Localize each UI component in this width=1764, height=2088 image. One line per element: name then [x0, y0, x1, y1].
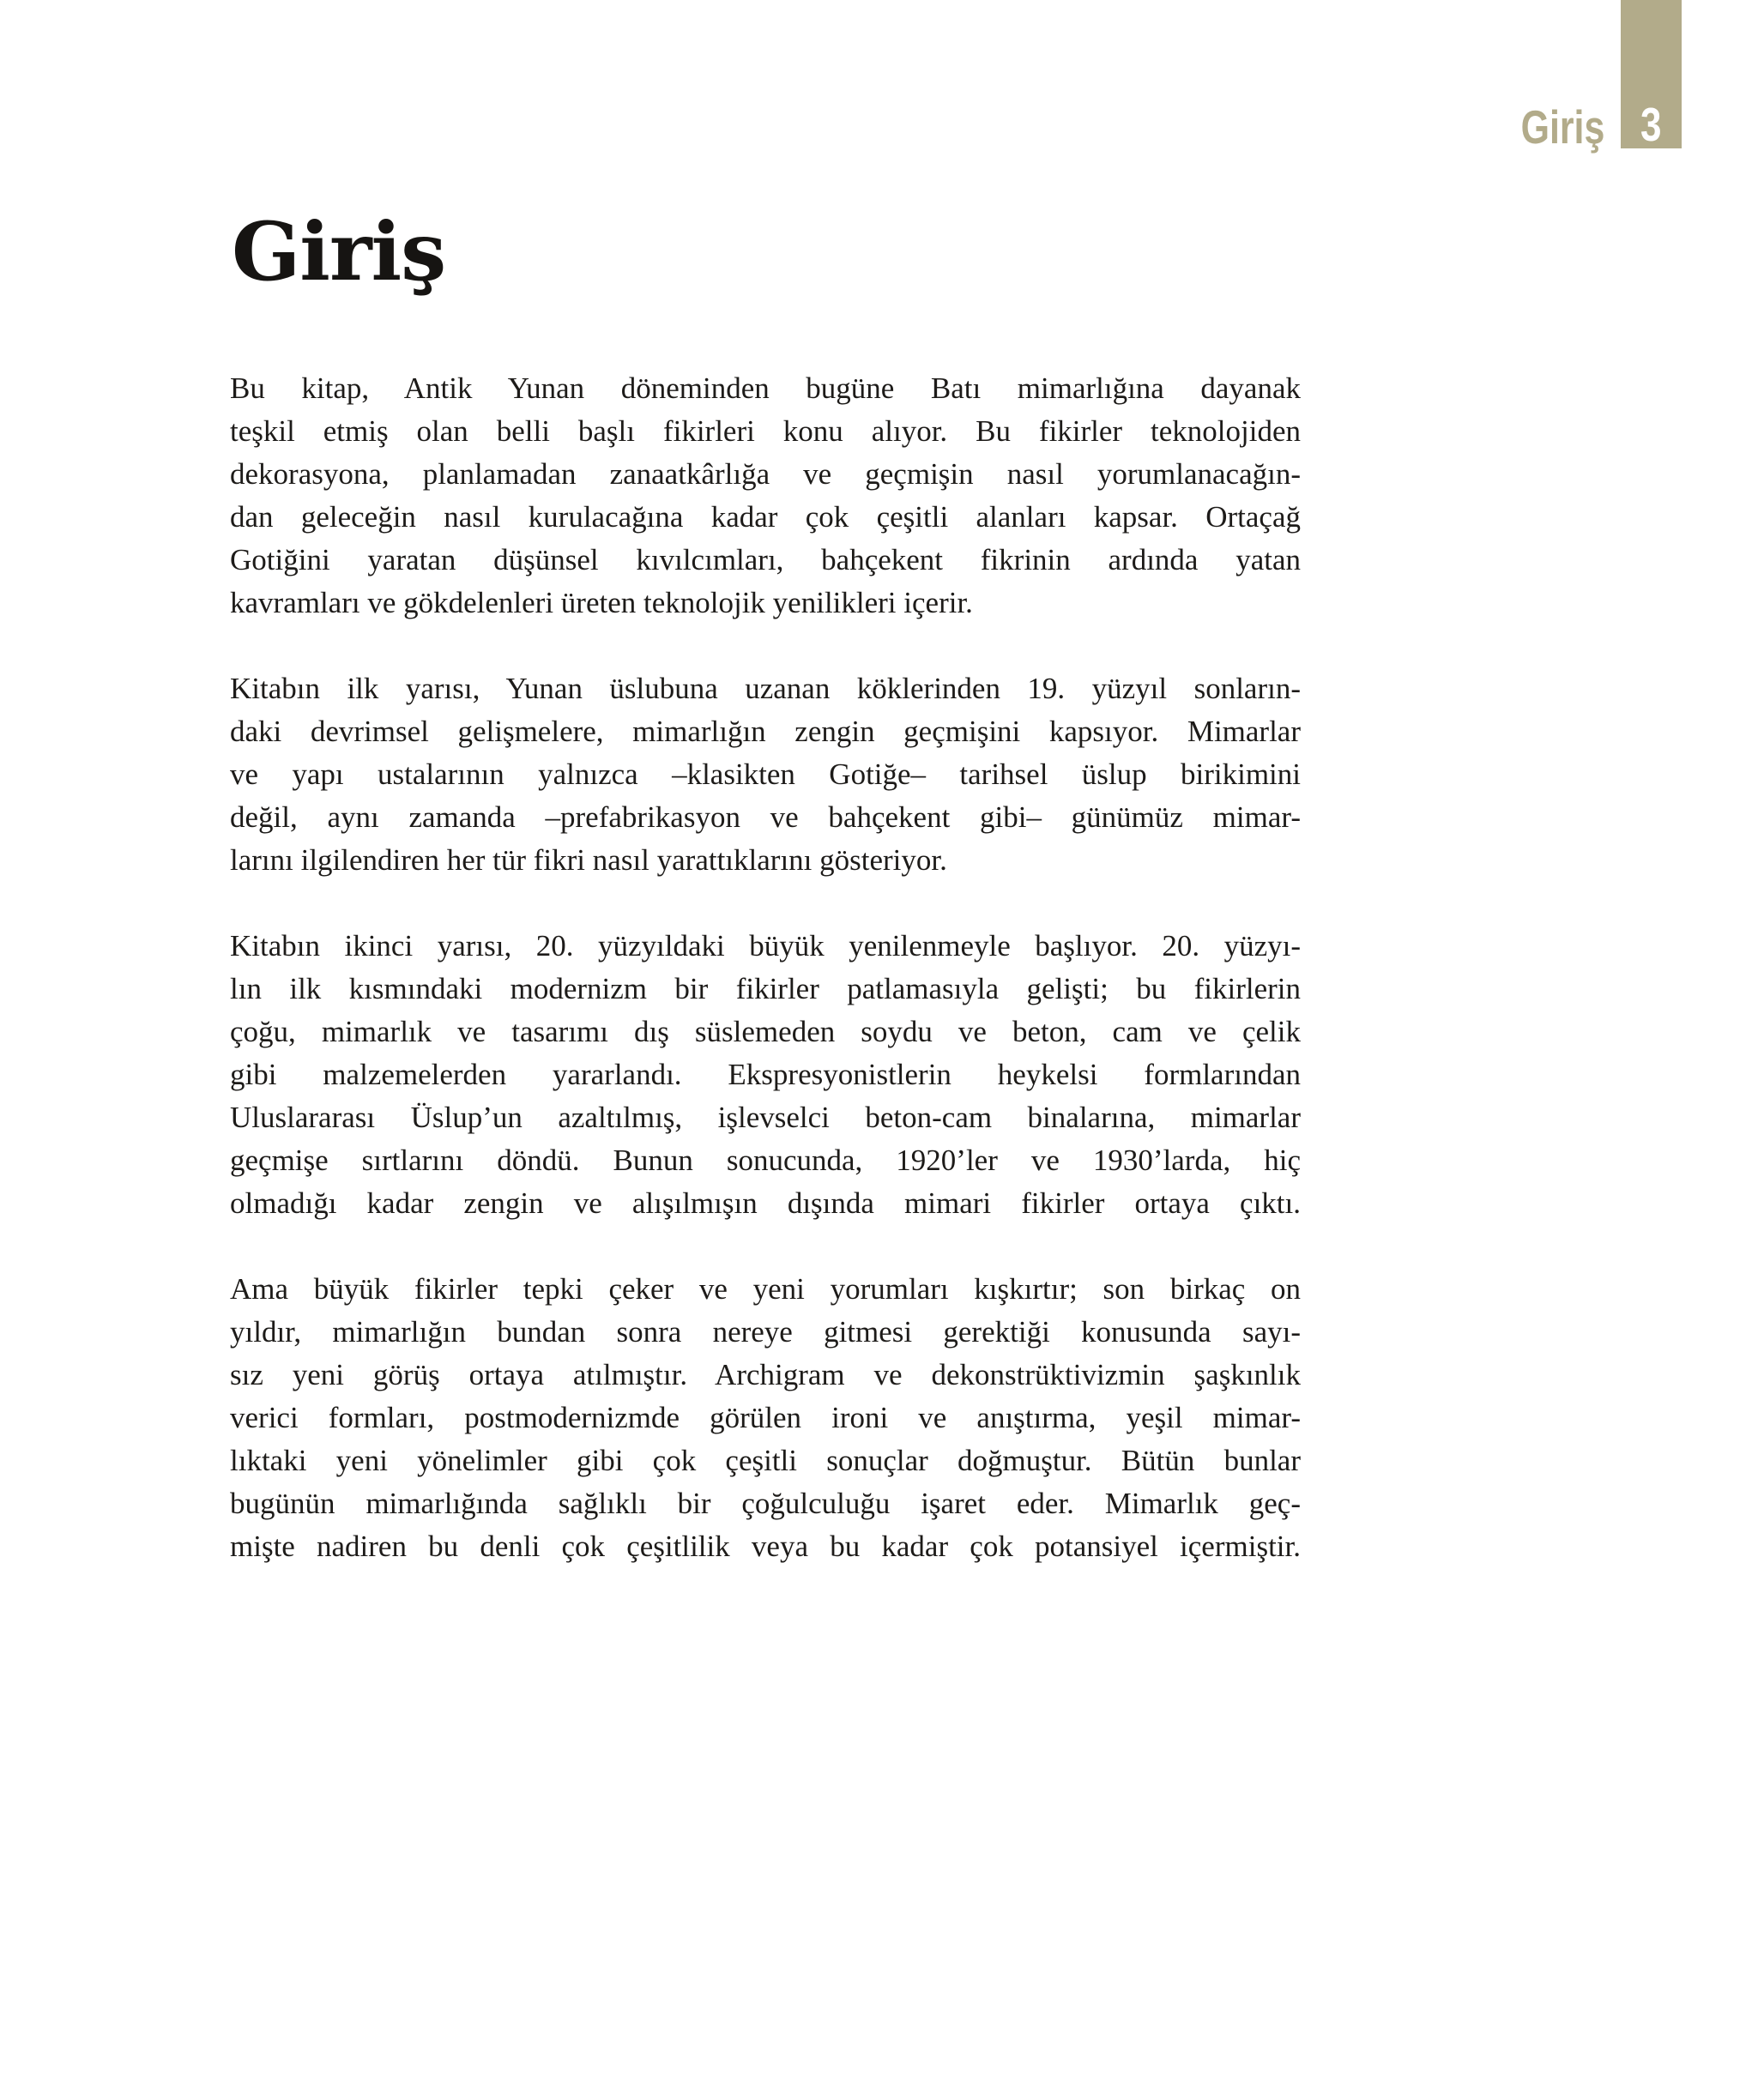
- paragraph: [230, 1268, 1301, 1568]
- text-line: değil, aynı zamanda –prefabrikasyon ve bahçekent gibi– günümüz mimar-: [230, 800, 1301, 834]
- text-line: Uluslararası Üslup’un azaltılmış, işlevselci beton-cam binalarına, mimarlar: [230, 1101, 1301, 1134]
- text-line: verici formları, postmodernizmde görülen ironi ve anıştırma, yeşil mimar-: [230, 1401, 1301, 1434]
- text-line: daki devrimsel gelişmelere, mimarlığın zengin geçmişini kapsıyor. Mimarlar: [230, 715, 1301, 748]
- running-header-section-label: Giriş: [1520, 100, 1604, 154]
- page-title: Giriş: [232, 205, 446, 299]
- body-text: [230, 367, 1301, 1568]
- text-line: Ama büyük fikirler tepki çeker ve yeni yorumları kışkırtır; son birkaç on: [230, 1272, 1301, 1306]
- text-line: çoğu, mimarlık ve tasarımı dış süslemeden soydu ve beton, cam ve çelik: [230, 1015, 1301, 1048]
- text-line: teşkil etmiş olan belli başlı fikirleri konu alıyor. Bu fikirler teknolojiden: [230, 414, 1301, 448]
- text-line: Gotiğini yaratan düşünsel kıvılcımları, bahçekent fikrinin ardında yatan: [230, 543, 1301, 576]
- text-line: Kitabın ilk yarısı, Yunan üslubuna uzanan köklerinden 19. yüzyıl sonların-: [230, 672, 1301, 705]
- text-line: kavramları ve gökdelenleri üreten teknolojik yenilikleri içerir.: [230, 586, 973, 619]
- text-line: bugünün mimarlığında sağlıklı bir çoğulculuğu işaret eder. Mimarlık geç-: [230, 1487, 1301, 1520]
- text-line: yıldır, mimarlığın bundan sonra nereye gitmesi gerektiği konusunda sayı-: [230, 1315, 1301, 1349]
- text-line: geçmişe sırtlarını döndü. Bunun sonucunda, 1920’ler ve 1930’larda, hiç: [230, 1144, 1301, 1177]
- text-line: gibi malzemelerden yararlandı. Ekspresyonistlerin heykelsi formlarından: [230, 1058, 1301, 1091]
- text-line: dan geleceğin nasıl kurulacağına kadar çok çeşitli alanları kapsar. Ortaçağ: [230, 500, 1301, 534]
- text-line: Bu kitap, Antik Yunan döneminden bugüne Batı mimarlığına dayanak: [230, 371, 1301, 405]
- paragraph: [230, 667, 1301, 882]
- paragraph: [230, 925, 1301, 1225]
- text-line: ve yapı ustalarının yalnızca –klasikten Gotiğe– tarihsel üslup birikimini: [230, 757, 1301, 791]
- text-line: larını ilgilendiren her tür fikri nasıl yarattıklarını gösteriyor.: [230, 843, 947, 877]
- text-line: sız yeni görüş ortaya atılmıştır. Archigram ve dekonstrüktivizmin şaşkınlık: [230, 1358, 1301, 1391]
- paragraph: [230, 367, 1301, 625]
- text-line: lıktaki yeni yönelimler gibi çok çeşitli sonuçlar doğmuştur. Bütün bunlar: [230, 1444, 1301, 1477]
- text-line: lın ilk kısmındaki modernizm bir fikirler patlamasıyla gelişti; bu fikirlerin: [230, 972, 1301, 1005]
- page-number: 3: [1640, 98, 1662, 151]
- text-line: Kitabın ikinci yarısı, 20. yüzyıldaki büyük yenilenmeyle başlıyor. 20. yüzyı-: [230, 929, 1301, 963]
- text-line: mişte nadiren bu denli çok çeşitlilik veya bu kadar çok potansiyel içermiştir.: [230, 1530, 1301, 1563]
- text-line: dekorasyona, planlamadan zanaatkârlığa ve geçmişin nasıl yorumlanacağın-: [230, 457, 1301, 491]
- text-line: olmadığı kadar zengin ve alışılmışın dışında mimari fikirler ortaya çıktı.: [230, 1186, 1301, 1220]
- page-number-box: [1621, 0, 1682, 151]
